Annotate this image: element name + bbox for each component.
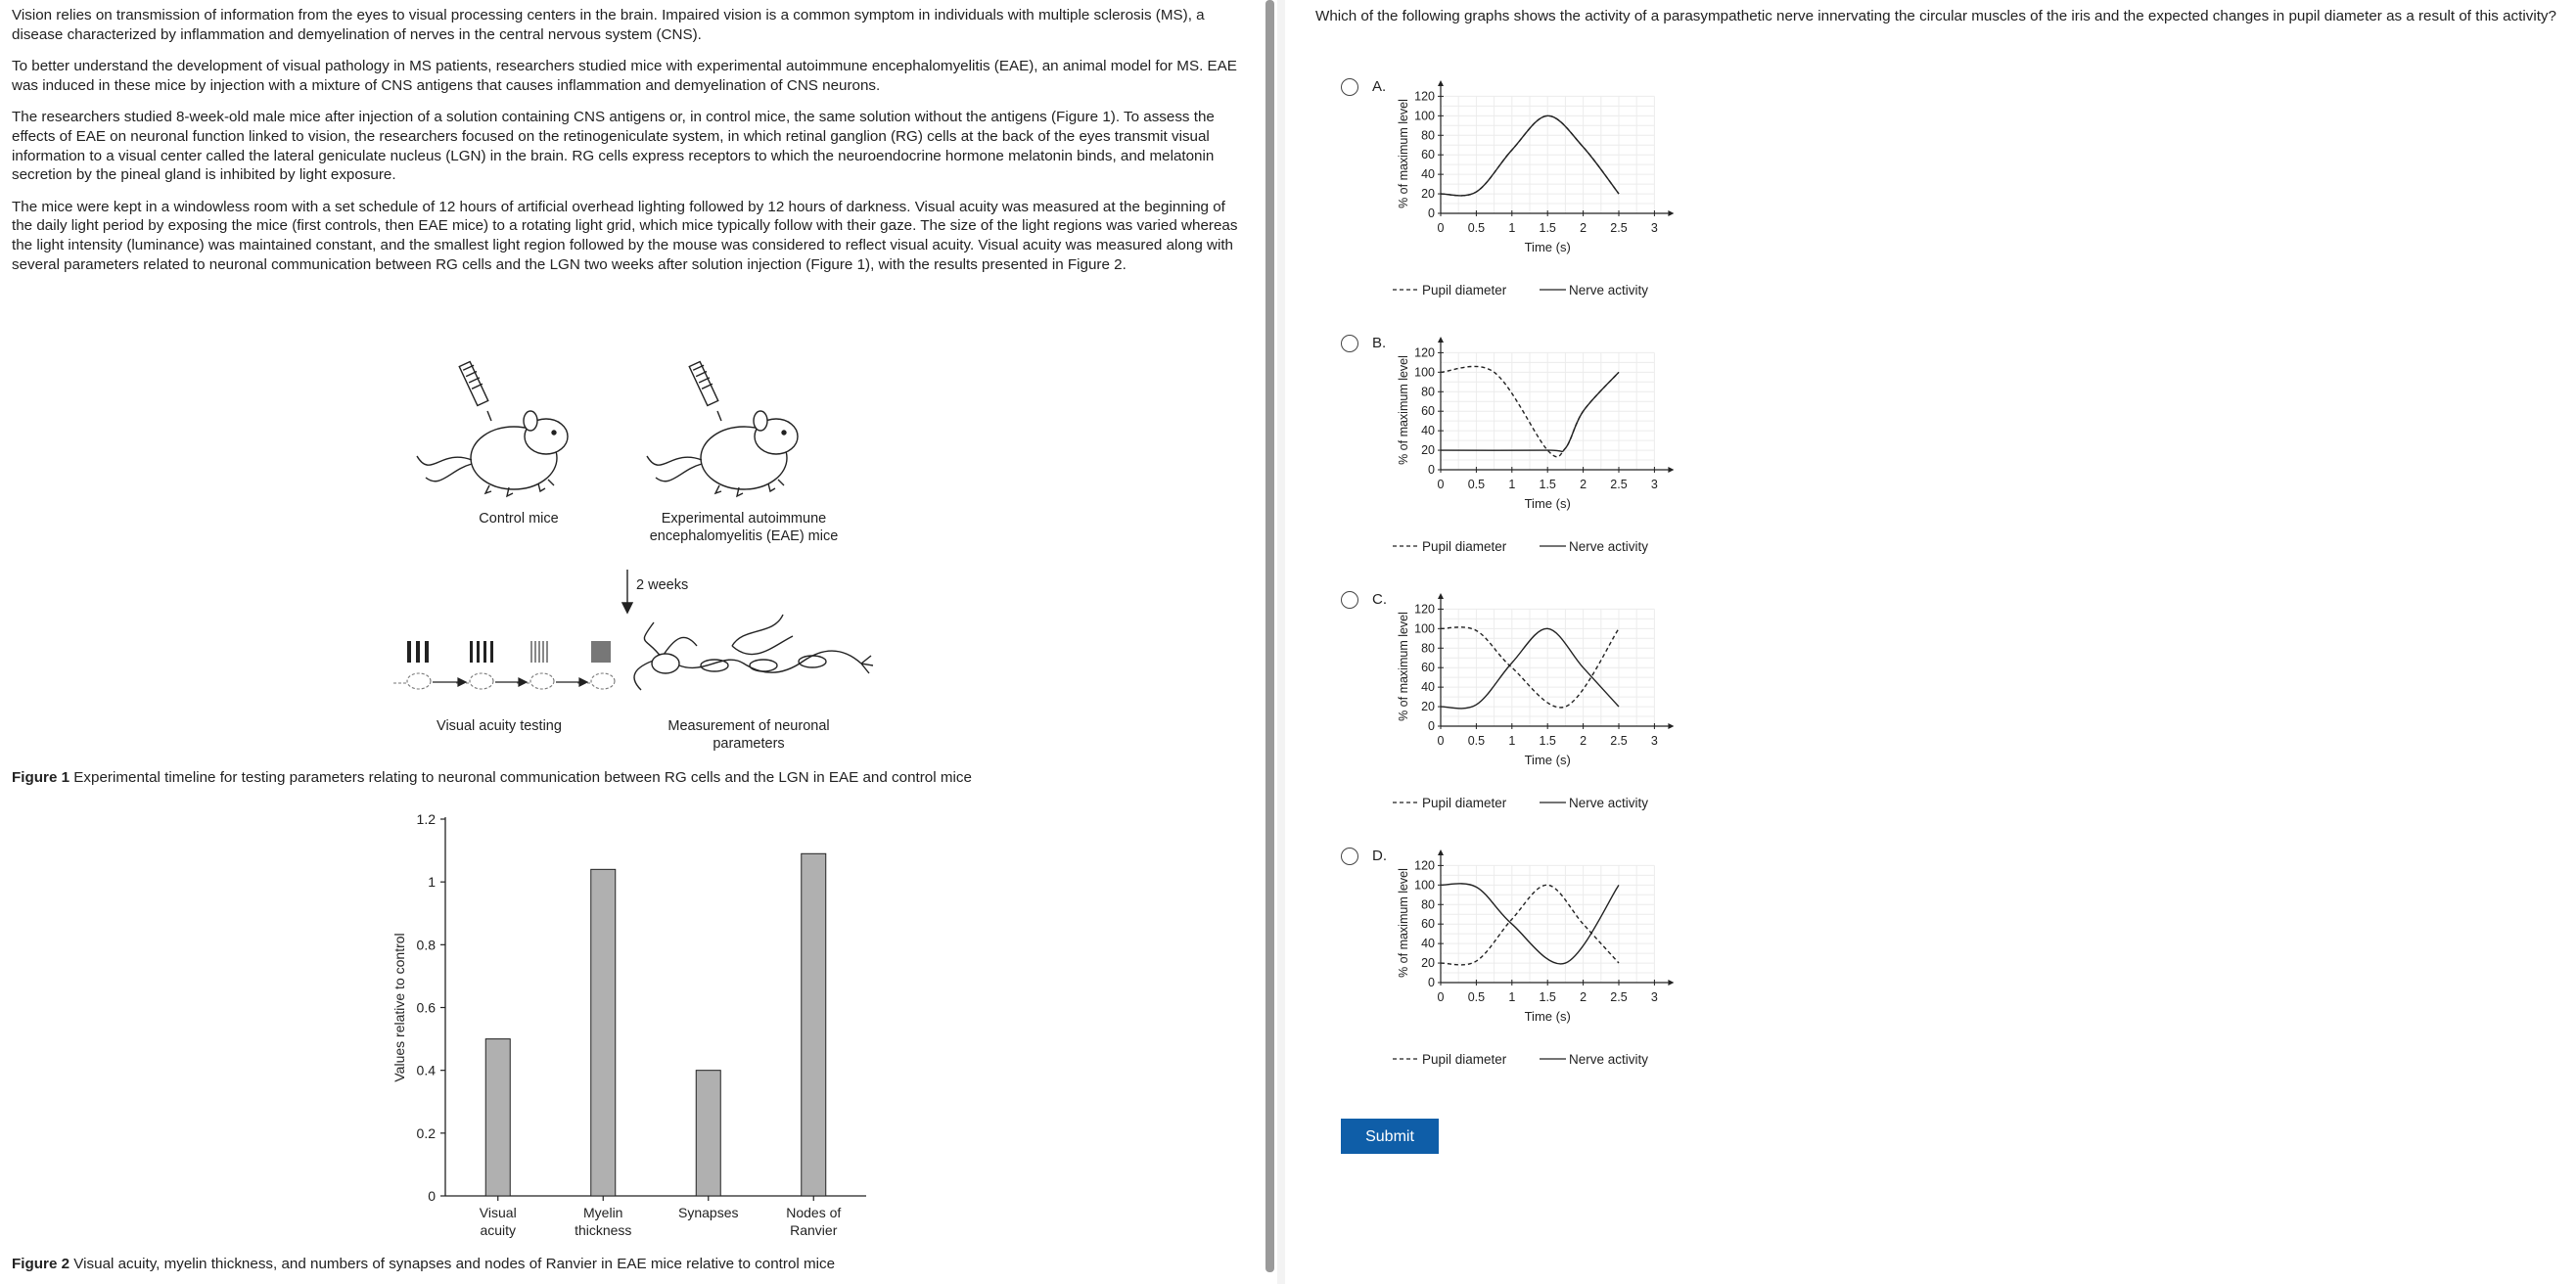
bar bbox=[802, 853, 826, 1196]
option-a-letter: A. bbox=[1372, 78, 1387, 95]
small-arrows-icon bbox=[433, 678, 587, 686]
y-tick-label: 80 bbox=[1421, 128, 1435, 143]
x-tick-label: 0.5 bbox=[1467, 990, 1486, 1004]
y-tick-label: 0.6 bbox=[416, 999, 436, 1016]
x-tick-label: Ranvier bbox=[790, 1222, 838, 1238]
y-tick-label: 0 bbox=[1428, 976, 1435, 989]
x-tick-label: Myelin bbox=[583, 1205, 623, 1220]
x-tick-label: 3 bbox=[1650, 478, 1658, 491]
bar bbox=[591, 869, 616, 1196]
x-tick-label: 0 bbox=[1437, 990, 1445, 1004]
x-axis-label: Time (s) bbox=[1524, 240, 1571, 254]
option-b-radio[interactable] bbox=[1341, 335, 1358, 352]
y-tick-label: 60 bbox=[1421, 404, 1435, 419]
x-tick-label: 0 bbox=[1437, 221, 1445, 235]
y-tick-label: 120 bbox=[1414, 345, 1435, 360]
x-tick-label: 2 bbox=[1580, 221, 1587, 235]
x-tick-label: acuity bbox=[480, 1222, 517, 1238]
figure-1-illustration bbox=[0, 352, 1263, 754]
y-tick-label: 100 bbox=[1414, 878, 1435, 893]
option-a-graph bbox=[1390, 76, 1683, 321]
eae-mice-label-line-1: Experimental autoimmune bbox=[661, 511, 827, 527]
figure-1 bbox=[0, 352, 1263, 802]
legend-nerve-label: Nerve activity bbox=[1569, 1052, 1649, 1067]
figure-1-caption-text: Experimental timeline for testing parameters relating to neuronal communication between RG cells and the LGN in EAE and control mice bbox=[69, 769, 972, 786]
x-tick-label: 2.5 bbox=[1610, 734, 1628, 748]
x-tick-label: 3 bbox=[1650, 990, 1658, 1004]
y-axis-label: % of maximum level bbox=[1397, 612, 1410, 721]
y-tick-label: 0 bbox=[1428, 206, 1435, 220]
passage-paragraph-2: To better understand the development of visual pathology in MS patients, researchers studied mice with experimental autoimmune encephalomyelitis (EAE), an animal model for MS. EAE was induced in these mice by injection with a mixture of CNS antigens that causes inflammation and demyelination of CNS neurons. bbox=[12, 58, 1237, 94]
eae-mice-label-line-2: encephalomyelitis (EAE) mice bbox=[649, 528, 839, 544]
x-axis-arrow bbox=[1668, 210, 1674, 216]
option-d-graph bbox=[1390, 846, 1683, 1090]
y-tick-label: 0 bbox=[1428, 719, 1435, 733]
x-axis-label: Time (s) bbox=[1524, 753, 1571, 767]
y-axis-label: Values relative to control bbox=[391, 933, 407, 1082]
y-tick-label: 0.2 bbox=[416, 1124, 436, 1141]
pane-divider-handle[interactable] bbox=[1265, 0, 1274, 1272]
x-tick-label: 1.5 bbox=[1539, 221, 1556, 235]
y-tick-label: 0 bbox=[1428, 463, 1435, 477]
y-tick-label: 80 bbox=[1421, 385, 1435, 399]
passage-pane bbox=[0, 0, 1263, 1284]
legend-pupil-label: Pupil diameter bbox=[1422, 796, 1507, 810]
submit-button[interactable]: Submit bbox=[1341, 1119, 1439, 1154]
x-tick-label: 1.5 bbox=[1539, 478, 1556, 491]
y-tick-label: 100 bbox=[1414, 621, 1435, 636]
x-tick-label: 2 bbox=[1580, 734, 1587, 748]
x-tick-label: 2.5 bbox=[1610, 990, 1628, 1004]
measurement-label-line-2: parameters bbox=[713, 736, 785, 752]
question-pane bbox=[1302, 0, 2574, 1284]
x-tick-label: Synapses bbox=[678, 1205, 739, 1220]
option-b-letter: B. bbox=[1372, 335, 1387, 351]
x-tick-label: 2.5 bbox=[1610, 221, 1628, 235]
y-tick-label: 80 bbox=[1421, 897, 1435, 912]
y-tick-label: 80 bbox=[1421, 641, 1435, 656]
bar bbox=[696, 1071, 720, 1196]
figure-2-caption-label: Figure 2 bbox=[12, 1256, 70, 1272]
x-axis-arrow bbox=[1668, 980, 1674, 986]
figure-2-caption bbox=[12, 1256, 835, 1272]
timeline-arrow-icon bbox=[622, 570, 632, 613]
y-tick-label: 60 bbox=[1421, 917, 1435, 932]
x-tick-label: 1.5 bbox=[1539, 990, 1556, 1004]
legend-nerve-label: Nerve activity bbox=[1569, 796, 1649, 810]
pane-divider-track bbox=[1277, 0, 1285, 1284]
x-tick-label: 0.5 bbox=[1467, 221, 1486, 235]
legend-pupil-label: Pupil diameter bbox=[1422, 1052, 1507, 1067]
y-axis-arrow bbox=[1438, 593, 1444, 599]
x-tick-label: Visual bbox=[479, 1205, 517, 1220]
control-mouse-icon bbox=[417, 362, 568, 496]
figure-2-caption-text: Visual acuity, myelin thickness, and numbers of synapses and nodes of Ranvier in EAE mice relative to control mice bbox=[69, 1256, 836, 1272]
y-axis-arrow bbox=[1438, 849, 1444, 855]
x-tick-label: 3 bbox=[1650, 734, 1658, 748]
y-tick-label: 20 bbox=[1421, 956, 1435, 971]
x-tick-label: 1 bbox=[1508, 478, 1516, 491]
option-c-letter: C. bbox=[1372, 591, 1387, 608]
option-b-graph bbox=[1390, 333, 1683, 577]
option-d-radio[interactable] bbox=[1341, 848, 1358, 865]
y-tick-label: 60 bbox=[1421, 148, 1435, 162]
legend-pupil-label: Pupil diameter bbox=[1422, 539, 1507, 554]
grating-icons bbox=[407, 641, 611, 663]
y-tick-label: 40 bbox=[1421, 424, 1435, 438]
option-c-radio[interactable] bbox=[1341, 591, 1358, 609]
y-tick-label: 40 bbox=[1421, 167, 1435, 182]
x-tick-label: 1.5 bbox=[1539, 734, 1556, 748]
passage-paragraph-1: Vision relies on transmission of information from the eyes to visual processing centers in the brain. Impaired vision is a common symptom in individuals with multiple sclerosis (MS), a disease characterized by inflammation and demyelination of nerves in the central nervous system (CNS). bbox=[12, 7, 1205, 43]
y-axis-arrow bbox=[1438, 80, 1444, 86]
x-tick-label: 3 bbox=[1650, 221, 1658, 235]
x-tick-label: 1 bbox=[1508, 221, 1516, 235]
question-text: Which of the following graphs shows the activity of a parasympathetic nerve innervating the circular muscles of the iris and the expected changes in pupil diameter as a result of this activity? bbox=[1315, 8, 2556, 24]
y-tick-label: 40 bbox=[1421, 937, 1435, 951]
y-axis-arrow bbox=[1438, 337, 1444, 343]
y-tick-label: 0 bbox=[428, 1188, 436, 1204]
y-tick-label: 1 bbox=[428, 874, 436, 891]
legend-nerve-label: Nerve activity bbox=[1569, 539, 1649, 554]
neuron-icon bbox=[634, 615, 873, 690]
measurement-label-line-1: Measurement of neuronal bbox=[667, 718, 830, 734]
y-tick-label: 40 bbox=[1421, 680, 1435, 695]
figure-1-caption bbox=[12, 769, 972, 786]
y-axis-label: % of maximum level bbox=[1397, 355, 1410, 465]
y-tick-label: 1.2 bbox=[416, 811, 436, 827]
legend-pupil-label: Pupil diameter bbox=[1422, 283, 1507, 298]
x-tick-label: 0.5 bbox=[1467, 734, 1486, 748]
y-tick-label: 100 bbox=[1414, 365, 1435, 380]
timeline-label: 2 weeks bbox=[636, 577, 689, 593]
visual-acuity-label: Visual acuity testing bbox=[437, 718, 562, 734]
figure-2-bar-chart bbox=[372, 795, 1253, 1245]
x-tick-label: 2 bbox=[1580, 990, 1587, 1004]
x-axis-label: Time (s) bbox=[1524, 1009, 1571, 1024]
figure-1-caption-label: Figure 1 bbox=[12, 769, 70, 786]
y-tick-label: 120 bbox=[1414, 89, 1435, 104]
eae-mouse-icon bbox=[647, 362, 798, 496]
y-axis-label: % of maximum level bbox=[1397, 99, 1410, 208]
x-tick-label: 0 bbox=[1437, 734, 1445, 748]
x-tick-label: 2.5 bbox=[1610, 478, 1628, 491]
x-axis-label: Time (s) bbox=[1524, 496, 1571, 511]
x-tick-label: 1 bbox=[1508, 734, 1516, 748]
y-tick-label: 120 bbox=[1414, 858, 1435, 873]
option-d-letter: D. bbox=[1372, 848, 1387, 864]
bar bbox=[485, 1039, 510, 1196]
y-tick-label: 20 bbox=[1421, 187, 1435, 202]
legend-nerve-label: Nerve activity bbox=[1569, 283, 1649, 298]
y-tick-label: 20 bbox=[1421, 443, 1435, 458]
x-axis-arrow bbox=[1668, 723, 1674, 729]
x-axis-arrow bbox=[1668, 467, 1674, 473]
control-mice-label: Control mice bbox=[479, 511, 559, 527]
y-tick-label: 100 bbox=[1414, 109, 1435, 123]
y-tick-label: 0.8 bbox=[416, 937, 436, 953]
y-tick-label: 120 bbox=[1414, 602, 1435, 617]
option-c-graph bbox=[1390, 589, 1683, 834]
x-tick-label: 2 bbox=[1580, 478, 1587, 491]
x-tick-label: 0.5 bbox=[1467, 478, 1486, 491]
passage-text bbox=[12, 6, 1250, 287]
y-tick-label: 20 bbox=[1421, 700, 1435, 714]
x-tick-label: thickness bbox=[575, 1222, 632, 1238]
passage-paragraph-4: The mice were kept in a windowless room with a set schedule of 12 hours of artificial overhead lighting followed by 12 hours of darkness. Visual acuity was measured at the beginning of the daily light period by exposing the mice (first controls, then EAE mice) to a rotating light grid, which mice typically follow with their gaze. The size of the light regions was varied whereas the light intensity (luminance) was maintained constant, and the smallest light region followed by the mouse was considered to reflect visual acuity. Visual acuity was measured along with several parameters related to neuronal communication between RG cells and the LGN two weeks after solution injection (Figure 1), with the results presented in Figure 2. bbox=[12, 198, 1238, 273]
x-tick-label: 0 bbox=[1437, 478, 1445, 491]
y-tick-label: 60 bbox=[1421, 661, 1435, 675]
x-tick-label: Nodes of bbox=[786, 1205, 842, 1220]
x-tick-label: 1 bbox=[1508, 990, 1516, 1004]
y-tick-label: 0.4 bbox=[416, 1062, 436, 1078]
passage-paragraph-3: The researchers studied 8-week-old male mice after injection of a solution containing CNS antigens or, in control mice, the same solution without the antigens (Figure 1). To assess the effects of EAE on neuronal function linked to vision, the researchers focused on the retinogeniculate system, in which retinal ganglion (RG) cells at the back of the eyes transmit visual information to a visual center called the lateral geniculate nucleus (LGN) in the brain. RG cells express receptors to which the neuroendocrine hormone melatonin binds, and melatonin secretion by the pineal gland is inhibited by light exposure. bbox=[12, 109, 1215, 184]
option-a-radio[interactable] bbox=[1341, 78, 1358, 96]
y-axis-label: % of maximum level bbox=[1397, 868, 1410, 978]
